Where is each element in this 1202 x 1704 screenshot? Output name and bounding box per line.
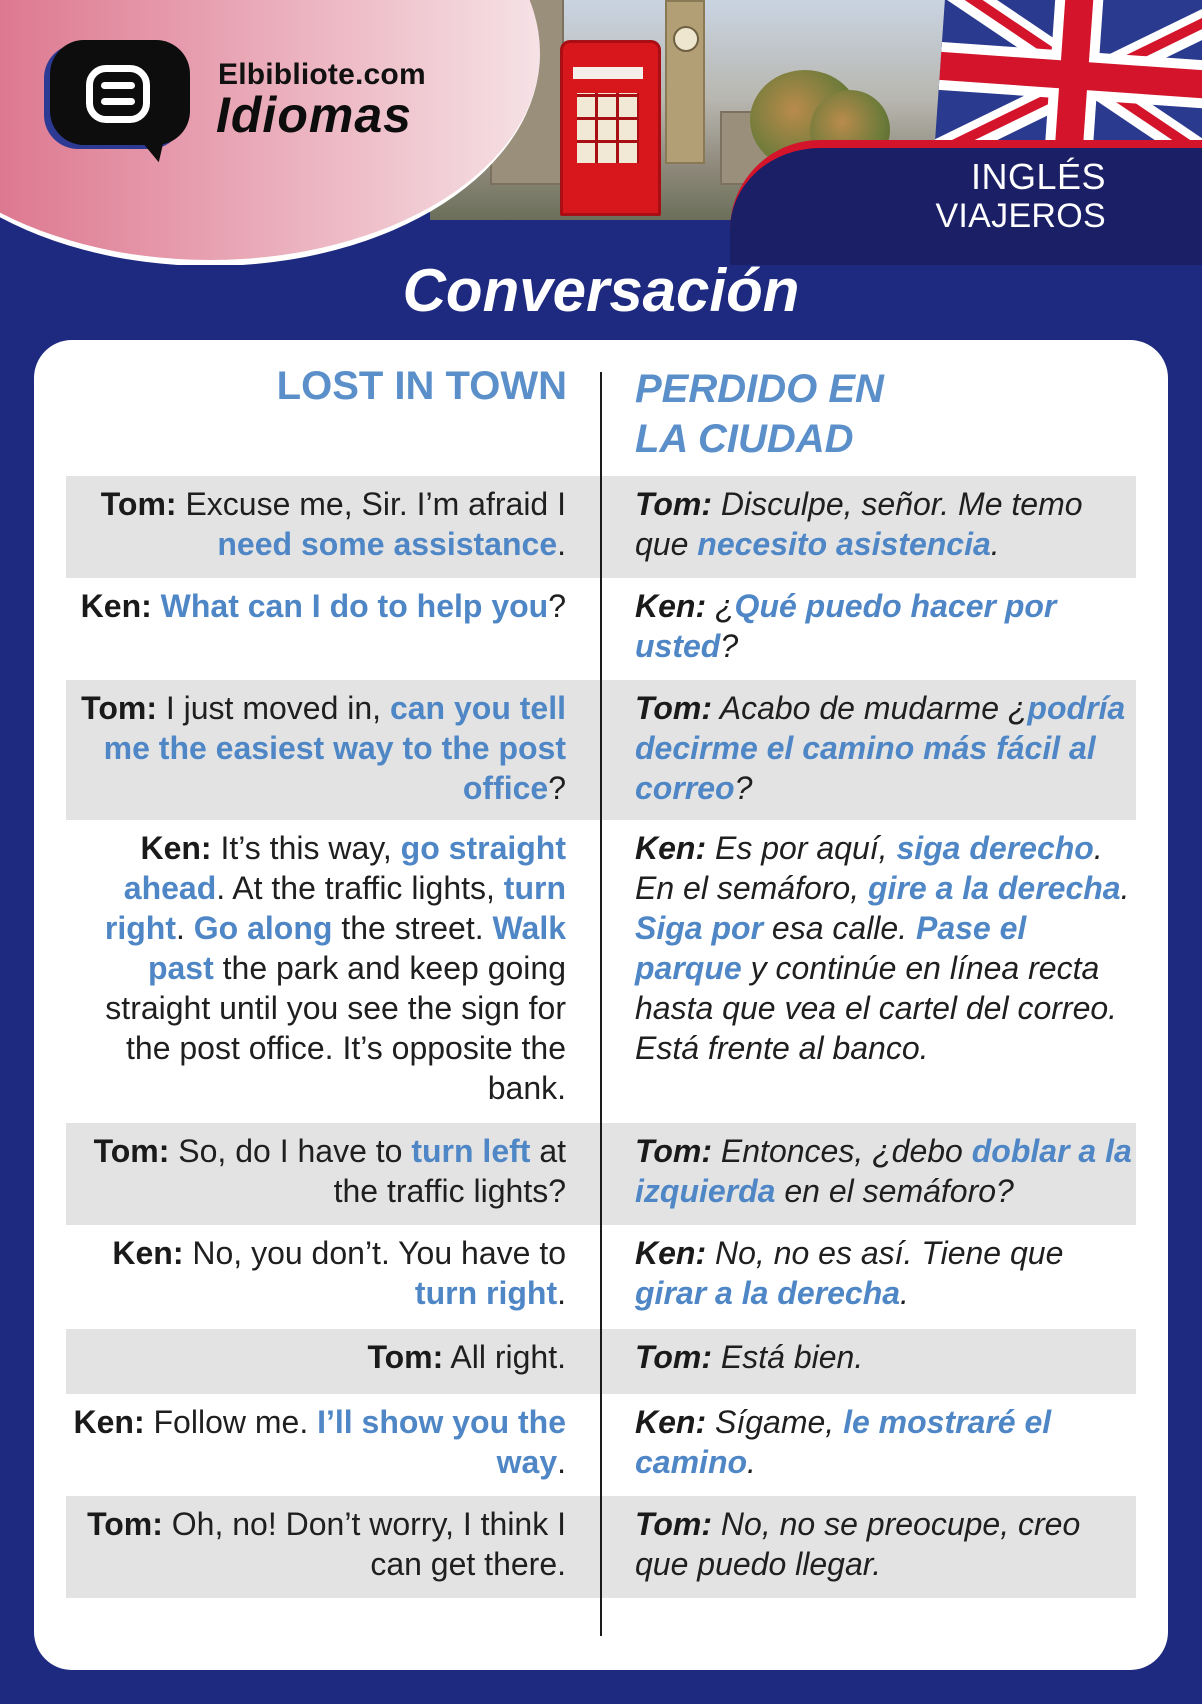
english-line <box>66 1329 566 1394</box>
phone-box-window <box>577 93 639 163</box>
english-line <box>66 1123 566 1225</box>
speaker-name: Tom: <box>635 486 713 522</box>
key-phrase: need some assistance <box>217 526 558 562</box>
english-line <box>66 680 566 820</box>
line-text: esa calle. <box>763 910 916 946</box>
course-audience: VIAJEROS <box>935 197 1106 235</box>
speaker-name: Tom: <box>367 1339 444 1375</box>
speaker-name: Ken: <box>80 588 152 624</box>
speaker-name: Ken: <box>635 1404 707 1440</box>
line-text: ? <box>734 770 753 806</box>
line-text <box>152 588 161 624</box>
line-text: Acabo de mudarme ¿ <box>712 690 1028 726</box>
line-text: . <box>557 1444 566 1480</box>
clock-tower-image <box>665 0 705 164</box>
english-line <box>66 476 566 578</box>
logo-icon <box>50 40 190 145</box>
spanish-line <box>635 1329 1135 1394</box>
line-text: en el semáforo? <box>775 1173 1014 1209</box>
english-line <box>66 1394 566 1496</box>
key-phrase: gire a la derecha <box>868 870 1121 906</box>
key-phrase: go straight ahead <box>123 830 566 906</box>
speaker-name: Ken: <box>140 830 212 866</box>
line-text: ? <box>548 588 566 624</box>
spanish-line <box>635 578 1135 680</box>
line-text: . <box>175 910 194 946</box>
speaker-name: Ken: <box>635 588 707 624</box>
speaker-name: Tom: <box>635 1133 713 1169</box>
key-phrase: podría decirme el camino más fácil al correo <box>635 690 1126 806</box>
speaker-name: Tom: <box>93 1133 170 1169</box>
spanish-line <box>635 1394 1135 1496</box>
english-line <box>66 1496 566 1598</box>
line-text: Sígame, <box>706 1404 844 1440</box>
line-text: Es por aquí, <box>706 830 897 866</box>
key-phrase: What can I do to help you <box>160 588 549 624</box>
column-divider <box>600 372 602 1636</box>
header <box>0 0 1202 265</box>
spanish-line <box>635 476 1135 578</box>
speaker-name: Ken: <box>635 830 707 866</box>
english-line <box>66 578 566 680</box>
line-text: . <box>1120 870 1130 906</box>
line-text: It’s this way, <box>211 830 401 866</box>
key-phrase: necesito asistencia <box>697 526 991 562</box>
spanish-title-line: LA CIUDAD <box>635 417 854 461</box>
page-title: Conversación <box>402 257 800 324</box>
line-text: ? <box>548 770 566 806</box>
line-text: I just moved in, <box>156 690 390 726</box>
key-phrase: turn right <box>414 1275 558 1311</box>
speaker-name: Tom: <box>100 486 177 522</box>
english-column-title: LOST IN TOWN <box>276 364 567 408</box>
speaker-name: Ken: <box>635 1235 707 1271</box>
key-phrase: girar a la derecha <box>635 1275 901 1311</box>
speaker-name: Tom: <box>635 690 713 726</box>
line-text: No, no se preocupe, creo que puedo llegar. <box>635 1506 1081 1582</box>
speaker-name: Tom: <box>635 1339 713 1375</box>
spanish-line <box>635 820 1135 1123</box>
key-phrase: le mostraré el camino <box>635 1404 1052 1480</box>
phone-box-sign <box>573 67 643 79</box>
speaker-name: Tom: <box>87 1506 163 1542</box>
site-name: Elbibliote.com <box>218 58 426 91</box>
key-phrase: turn right <box>104 870 566 946</box>
line-text: ? <box>720 628 739 664</box>
speaker-name: Ken: <box>112 1235 184 1271</box>
line-text: . <box>747 1444 756 1480</box>
line-text: No, you don’t. You have to <box>183 1235 566 1271</box>
line-text: . <box>557 526 566 562</box>
line-text: the street. <box>332 910 493 946</box>
key-phrase: doblar a la izquierda <box>635 1133 1132 1209</box>
line-text: the park and keep going straight until you see the sign for the post office. It’s opposite the bank. <box>105 950 566 1106</box>
key-phrase: I’ll show you the way <box>317 1404 566 1480</box>
spanish-line <box>635 1123 1135 1225</box>
speaker-name: Tom: <box>81 690 157 726</box>
line-text: . En el semáforo, <box>635 830 1103 906</box>
line-text: . <box>557 1275 566 1311</box>
line-text: No, no es así. Tiene que <box>706 1235 1064 1271</box>
speaker-name: Ken: <box>73 1404 145 1440</box>
speaker-name: Tom: <box>635 1506 713 1542</box>
spanish-line <box>635 680 1135 820</box>
line-text: All right. <box>443 1339 566 1375</box>
spanish-column-title <box>635 364 1055 464</box>
line-text: Entonces, ¿debo <box>712 1133 972 1169</box>
course-language: INGLÉS <box>970 156 1106 197</box>
line-text: . At the traffic lights, <box>216 870 504 906</box>
english-line <box>66 820 566 1123</box>
key-phrase: Pase el parque <box>635 910 1027 986</box>
line-text: at the traffic lights? <box>333 1133 566 1209</box>
key-phrase: Walk past <box>147 910 566 986</box>
key-phrase: Siga por <box>635 910 764 946</box>
spanish-line <box>635 1496 1135 1598</box>
line-text: Excuse me, Sir. I’m afraid I <box>176 486 566 522</box>
english-line <box>66 1225 566 1329</box>
line-text: Oh, no! Don’t worry, I think I can get there. <box>162 1506 566 1582</box>
key-phrase: can you tell me the easiest way to the post office <box>103 690 566 806</box>
key-phrase: Qué puedo hacer por usted <box>635 588 1057 664</box>
line-text: . <box>990 526 1000 562</box>
key-phrase: Go along <box>193 910 333 946</box>
line-text: Follow me. <box>144 1404 318 1440</box>
clock-icon <box>673 26 699 52</box>
line-text: ¿ <box>706 588 735 624</box>
line-text: Disculpe, señor. Me temo que <box>635 486 1083 562</box>
line-text: y continúe en línea recta hasta que vea el cartel del correo. Está frente al banco. <box>635 950 1118 1066</box>
key-phrase: siga derecho <box>896 830 1094 866</box>
spanish-line <box>635 1225 1135 1329</box>
line-text: So, do I have to <box>169 1133 412 1169</box>
brand-name: Idiomas <box>216 87 412 143</box>
line-text: . <box>900 1275 909 1311</box>
spanish-title-line: PERDIDO EN <box>635 367 884 411</box>
line-text: Está bien. <box>712 1339 864 1375</box>
phone-box-image <box>560 40 661 216</box>
key-phrase: turn left <box>411 1133 531 1169</box>
